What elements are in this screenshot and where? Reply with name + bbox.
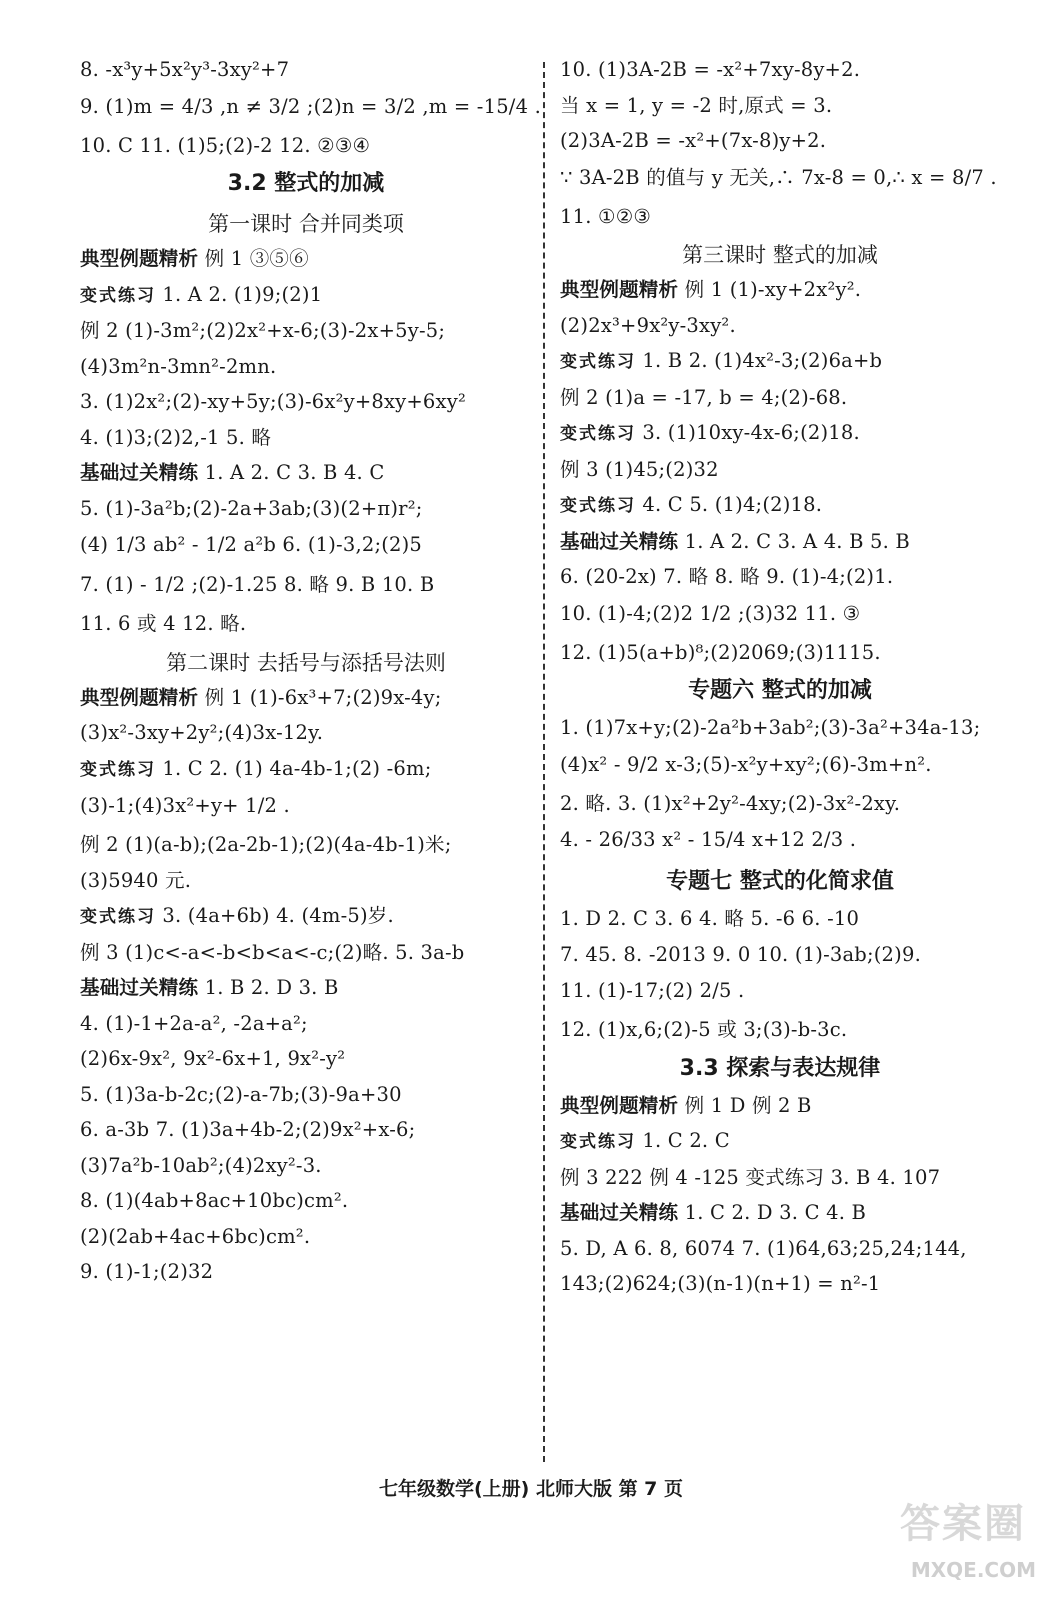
section-label: 基础过关精练 xyxy=(560,529,679,553)
answer-text: 例 1 (1)-6x³+7;(2)9x-4y; xyxy=(198,685,442,709)
answer-line: (2)2x³+9x²y-3xy². xyxy=(560,313,736,337)
page-footer: 七年级数学(上册) 北师大版 第 7 页 xyxy=(378,1478,684,1500)
answer-line: 7. 45. 8. -2013 9. 0 10. (1)-3ab;(2)9. xyxy=(560,942,921,966)
answer-line: 9. (1)-1;(2)32 xyxy=(80,1260,214,1283)
section-label: 典型例题精析 xyxy=(560,1093,679,1117)
section-label: 变式练习 xyxy=(560,1132,636,1152)
answer-line xyxy=(80,976,532,1000)
answer-line: 9. (1)m = 4/3 ,n ≠ 3/2 ;(2)n = 3/2 ,m = -15/4 . xyxy=(80,94,541,118)
answer-line: 5. (1)-3a²b;(2)-2a+3ab;(3)(2+π)r²; xyxy=(80,496,423,520)
watermark-logo xyxy=(856,1492,1036,1582)
answer-line: 例 2 (1)-3m²;(2)2x²+x-6;(3)-2x+5y-5; xyxy=(80,319,446,342)
answer-line: 例 3 (1)c<-a<-b<b<a<-c;(2)略. 5. 3a-b xyxy=(80,940,465,964)
answer-line xyxy=(560,349,1000,374)
section-label: 典型例题精析 xyxy=(80,247,199,270)
answer-line: 1. (1)7x+y;(2)-2a²b+3ab²;(3)-3a²+34a-13; xyxy=(560,716,981,739)
answer-line: 5. (1)3a-b-2c;(2)-a-7b;(3)-9a+30 xyxy=(80,1082,402,1106)
answer-line: (2)3A-2B = -x²+(7x-8)y+2. xyxy=(560,129,827,152)
section-label: 典型例题精析 xyxy=(80,685,199,709)
answer-line: 当 x = 1, y = -2 时,原式 = 3. xyxy=(560,93,833,117)
section-heading: 3.2 整式的加减 xyxy=(227,171,385,196)
section-heading: 专题六 整式的加减 xyxy=(688,678,872,703)
answer-line: 例 2 (1)a = -17, b = 4;(2)-68. xyxy=(560,385,848,409)
answer-text: 3. (4a+6b) 4. (4m-5)岁. xyxy=(156,904,394,927)
answer-line: (3)x²-3xy+2y²;(4)3x-12y. xyxy=(80,721,324,744)
answer-line: 6. a-3b 7. (1)3a+4b-2;(2)9x²+x-6; xyxy=(80,1118,416,1141)
answer-line: ∵ 3A-2B 的值与 y 无关,∴ 7x-8 = 0,∴ x = 8/7 . xyxy=(560,165,997,189)
answer-line: (4)x² - 9/2 x-3;(5)-x²y+xy²;(6)-3m+n². xyxy=(560,752,932,776)
answer-line: (4) 1/3 ab² - 1/2 a²b 6. (1)-3,2;(2)5 xyxy=(80,533,423,556)
section-label: 典型例题精析 xyxy=(560,278,679,301)
answer-text: 例 1 ③⑤⑥ xyxy=(198,247,309,270)
answer-text: 1. A 2. C 3. A 4. B 5. B xyxy=(678,529,910,553)
answer-text: 例 1 (1)-xy+2x²y². xyxy=(678,278,862,301)
answer-line: 11. ①②③ xyxy=(560,204,652,228)
answer-line: (2)6x-9x², 9x²-6x+1, 9x²-y² xyxy=(80,1047,346,1070)
section-label: 变式练习 xyxy=(560,352,636,372)
answer-line xyxy=(560,421,1000,446)
lesson-subheading: 第二课时 去括号与添括号法则 xyxy=(166,650,446,675)
section-label: 基础过关精练 xyxy=(80,976,199,999)
answer-line xyxy=(80,686,532,710)
section-label: 变式练习 xyxy=(560,424,636,444)
answer-line: 6. (20-2x) 7. 略 8. 略 9. (1)-4;(2)1. xyxy=(560,565,894,588)
answer-line: (3)5940 元. xyxy=(80,868,192,892)
answer-line: 2. 略. 3. (1)x²+2y²-4xy;(2)-3x²-2xy. xyxy=(560,791,901,815)
answer-line: 4. - 26/33 x² - 15/4 x+12 2/3 . xyxy=(560,828,857,851)
answer-line: 12. (1)x,6;(2)-5 或 3;(3)-b-3c. xyxy=(560,1018,848,1041)
answer-line: 10. (1)3A-2B = -x²+7xy-8y+2. xyxy=(560,58,861,81)
section-label: 基础过关精练 xyxy=(560,1201,679,1224)
answer-line xyxy=(80,904,532,929)
answer-text: 1. C 2. D 3. C 4. B xyxy=(678,1201,867,1224)
answer-text: 1. B 2. (1)4x²-3;(2)6a+b xyxy=(636,349,883,372)
answer-line: 11. 6 或 4 12. 略. xyxy=(80,612,247,635)
answer-line xyxy=(560,530,1000,554)
lesson-subheading: 第一课时 合并同类项 xyxy=(208,212,404,236)
answer-line: (2)(2ab+4ac+6bc)cm². xyxy=(80,1224,311,1248)
answer-line xyxy=(560,1201,1000,1225)
answer-line xyxy=(80,247,532,271)
answer-text: 3. (1)10xy-4x-6;(2)18. xyxy=(636,421,860,444)
answer-line: 4. (1)3;(2)2,-1 5. 略 xyxy=(80,425,272,449)
answer-line: 3. (1)2x²;(2)-xy+5y;(3)-6x²y+8xy+6xy² xyxy=(80,390,466,413)
answer-text: 1. C 2. C xyxy=(636,1129,730,1152)
answer-line xyxy=(80,757,532,782)
right-column xyxy=(560,58,1000,1308)
answer-line: 8. -x³y+5x²y³-3xy²+7 xyxy=(80,58,290,81)
answer-line: 12. (1)5(a+b)⁸;(2)2069;(3)1115. xyxy=(560,640,881,664)
answer-line xyxy=(560,1094,1000,1118)
answer-text: 1. B 2. D 3. B xyxy=(198,976,339,999)
section-label: 变式练习 xyxy=(560,496,636,516)
answer-line xyxy=(560,1129,1000,1154)
section-label: 基础过关精练 xyxy=(80,461,199,484)
section-label: 变式练习 xyxy=(80,759,156,780)
answer-line: 143;(2)624;(3)(n-1)(n+1) = n²-1 xyxy=(560,1272,881,1295)
answer-text: 例 1 D 例 2 B xyxy=(678,1093,812,1117)
answer-text: 1. A 2. (1)9;(2)1 xyxy=(156,282,323,306)
section-label: 变式练习 xyxy=(80,285,156,306)
lesson-subheading: 第三课时 整式的加减 xyxy=(682,243,878,267)
answer-line xyxy=(80,283,532,308)
answer-line: 例 3 222 例 4 -125 变式练习 3. B 4. 107 xyxy=(560,1165,941,1189)
section-label: 变式练习 xyxy=(80,907,156,927)
answer-line xyxy=(80,461,532,485)
answer-line: 7. (1) - 1/2 ;(2)-1.25 8. 略 9. B 10. B xyxy=(80,573,435,596)
answer-line: (4)3m²n-3mn²-2mn. xyxy=(80,354,277,378)
answer-line xyxy=(560,278,1000,302)
answer-line xyxy=(560,493,1000,518)
answer-line: 例 3 (1)45;(2)32 xyxy=(560,457,719,481)
section-heading: 3.3 探索与表达规律 xyxy=(679,1055,881,1081)
watermark-url: MXQE.COM xyxy=(910,1558,1036,1582)
answer-text: 1. A 2. C 3. B 4. C xyxy=(198,461,385,484)
answer-line: (3)7a²b-10ab²;(4)2xy²-3. xyxy=(80,1153,322,1177)
answer-text: 4. C 5. (1)4;(2)18. xyxy=(636,493,823,516)
answer-text: 1. C 2. (1) 4a-4b-1;(2) -6m; xyxy=(156,756,432,780)
watermark-logo-text: 答案圈 xyxy=(900,1501,1026,1547)
left-column xyxy=(80,58,541,1296)
answer-line: 1. D 2. C 3. 6 4. 略 5. -6 6. -10 xyxy=(560,907,860,930)
answer-line: 5. D, A 6. 8, 6074 7. (1)64,63;25,24;144, xyxy=(560,1236,967,1260)
section-heading: 专题七 整式的化简求值 xyxy=(666,869,894,894)
column-divider xyxy=(543,62,545,1462)
answer-line: 10. (1)-4;(2)2 1/2 ;(3)32 11. ③ xyxy=(560,601,861,625)
answer-line: 例 2 (1)(a-b);(2a-2b-1);(2)(4a-4b-1)米; xyxy=(80,833,452,856)
answer-line: 10. C 11. (1)5;(2)-2 12. ②③④ xyxy=(80,133,371,157)
answer-line: 8. (1)(4ab+8ac+10bc)cm². xyxy=(80,1189,349,1212)
answer-line: 4. (1)-1+2a-a², -2a+a²; xyxy=(80,1011,308,1035)
answer-line: 11. (1)-17;(2) 2/5 . xyxy=(560,979,745,1002)
answer-line: (3)-1;(4)3x²+y+ 1/2 . xyxy=(80,794,290,817)
